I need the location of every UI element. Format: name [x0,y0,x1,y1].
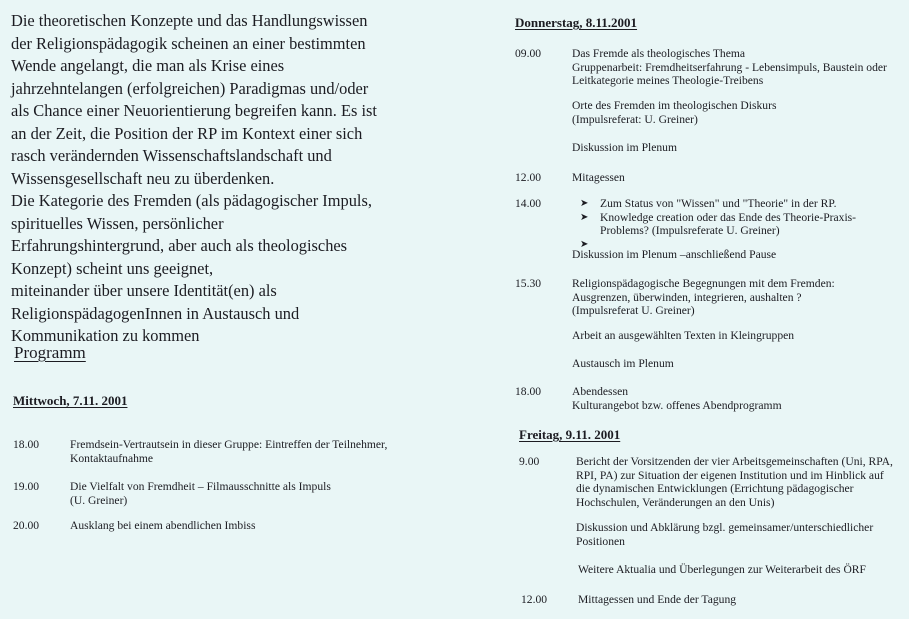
time-label: 19.00 [13,480,40,493]
intro-line: ReligionspädagogenInnen in Austausch und [11,303,300,323]
schedule-line: Diskussion und Abklärung bzgl. gemeinsamer/unterschiedlicher [576,521,874,534]
schedule-text [70,438,387,465]
arrow-bullet-icon: ➤ [580,238,589,250]
schedule-line: Gruppenarbeit: Fremdheitserfahrung - Lebensimpuls, Baustein oder [572,60,887,74]
time-label: 14.00 [515,197,542,210]
schedule-line: Leitkategorie meines Theologie-Treibens [572,74,764,87]
schedule-line: Das Fremde als theologisches Thema [572,47,746,60]
intro-line: Erfahrungshintergrund, aber auch als theologisches [11,236,348,255]
schedule-line: (U. Greiner) [70,493,128,507]
schedule-line: Positionen [576,534,625,548]
schedule-line: RPI, PA) zur Situation der eigenen Institution und im Hinblick auf [576,468,884,482]
time-label: 9.00 [519,455,540,468]
bullet-item [576,211,856,238]
intro-line: miteinander über unsere Identität(en) als [11,281,277,300]
schedule-line: Orte des Fremden im theologischen Diskurs [572,99,777,112]
intro-line: Wissensgesellschaft neu zu überdenken. [11,168,275,188]
schedule-line: Diskussion im Plenum –anschließend Pause [572,248,777,261]
schedule-text [572,385,782,412]
intro-line: Wende angelangt, die man als Krise eines [11,56,285,75]
time-label: 20.00 [13,519,40,532]
intro-line: als Chance einer Neuorientierung begreifen kann. Es ist [11,101,377,120]
schedule-line: Kontaktaufnahme [70,451,154,465]
time-label: 12.00 [521,593,548,606]
day-heading-mittwoch: Mittwoch, 7.11. 2001 [13,393,128,408]
intro-paragraph [11,10,451,348]
schedule-line: Ausgrenzen, überwinden, integrieren, aushalten ? [572,290,802,304]
day-heading-freitag: Freitag, 9.11. 2001 [519,427,621,442]
intro-line: Die Kategorie des Fremden (als pädagogischer Impuls, [11,191,372,210]
schedule-text [572,99,776,126]
intro-line: Konzept) scheint uns geeignet, [11,258,214,278]
bullet-item [576,197,856,211]
time-label: 12.00 [515,171,542,184]
day-heading-donnerstag: Donnerstag, 8.11.2001 [515,15,638,30]
schedule-line: Mittagessen und Ende der Tagung [578,593,737,606]
schedule-line: Arbeit an ausgewählten Texten in Kleingruppen [572,329,795,342]
time-label: 18.00 [515,385,542,398]
schedule-line: Fremdsein-Vertrautsein in dieser Gruppe: Eintreffen der Teilnehmer, [70,438,388,451]
schedule-line: Weitere Aktualia und Überlegungen zur Weiterarbeit des ÖRF [578,563,866,576]
schedule-line: Bericht der Vorsitzenden der vier Arbeitsgemeinschaften (Uni, RPA, [576,455,893,468]
schedule-line: Austausch im Plenum [572,357,674,370]
time-label: 09.00 [515,47,542,60]
schedule-line: Religionspädagogische Begegnungen mit dem Fremden: [572,277,835,290]
arrow-bullet-icon: ➤ [580,198,589,209]
schedule-line: Die Vielfalt von Fremdheit – Filmausschnitte als Impuls [70,480,331,493]
schedule-line: Ausklang bei einem abendlichen Imbiss [70,519,256,532]
bullet-line: Problems? (Impulsreferate U. Greiner) [600,224,780,237]
schedule-bullets [572,197,856,251]
schedule-text [576,455,893,509]
intro-line: der Religionspädagogik scheinen an einer bestimmten [11,33,366,53]
schedule-line: Diskussion im Plenum [572,141,678,154]
schedule-line: die dynamischen Entwicklungen (Errichtung pädagogischer [576,482,854,495]
bullet-line: Knowledge creation oder das Ende des Theorie-Praxis- [600,210,857,224]
intro-line: an der Zeit, die Position der RP im Kontext einer sich [11,123,363,143]
intro-line: rasch verändernden Wissenschaftslandschaft und [11,146,332,165]
schedule-line: (Impulsreferat: U. Greiner) [572,112,698,126]
schedule-line: Abendessen [572,385,629,398]
intro-line: spirituelles Wissen, persönlicher [11,213,224,233]
schedule-text [70,519,255,533]
schedule-line: Mitagessen [572,171,625,184]
intro-line: Kommunikation zu kommen [11,326,200,345]
intro-line: jahrzehntelangen (erfolgreichen) Paradigmas und/oder [11,78,369,98]
schedule-line: Kulturangebot bzw. offenes Abendprogramm [572,398,782,412]
time-label: 15.30 [515,277,542,290]
arrow-bullet-icon: ➤ [580,211,589,223]
time-label: 18.00 [13,438,40,451]
schedule-line: (Impulsreferat U. Greiner) [572,304,695,317]
intro-line: Die theoretischen Konzepte und das Handlungswissen [11,11,368,30]
schedule-line: Hochschulen, Veränderungen an den Unis) [576,495,775,509]
schedule-text [572,47,887,88]
schedule-text [576,521,873,548]
schedule-text [572,277,835,318]
programm-title: Programm [14,343,86,362]
bullet-line: Zum Status von "Wissen" und "Theorie" in der RP. [600,197,837,210]
schedule-text [70,480,331,507]
